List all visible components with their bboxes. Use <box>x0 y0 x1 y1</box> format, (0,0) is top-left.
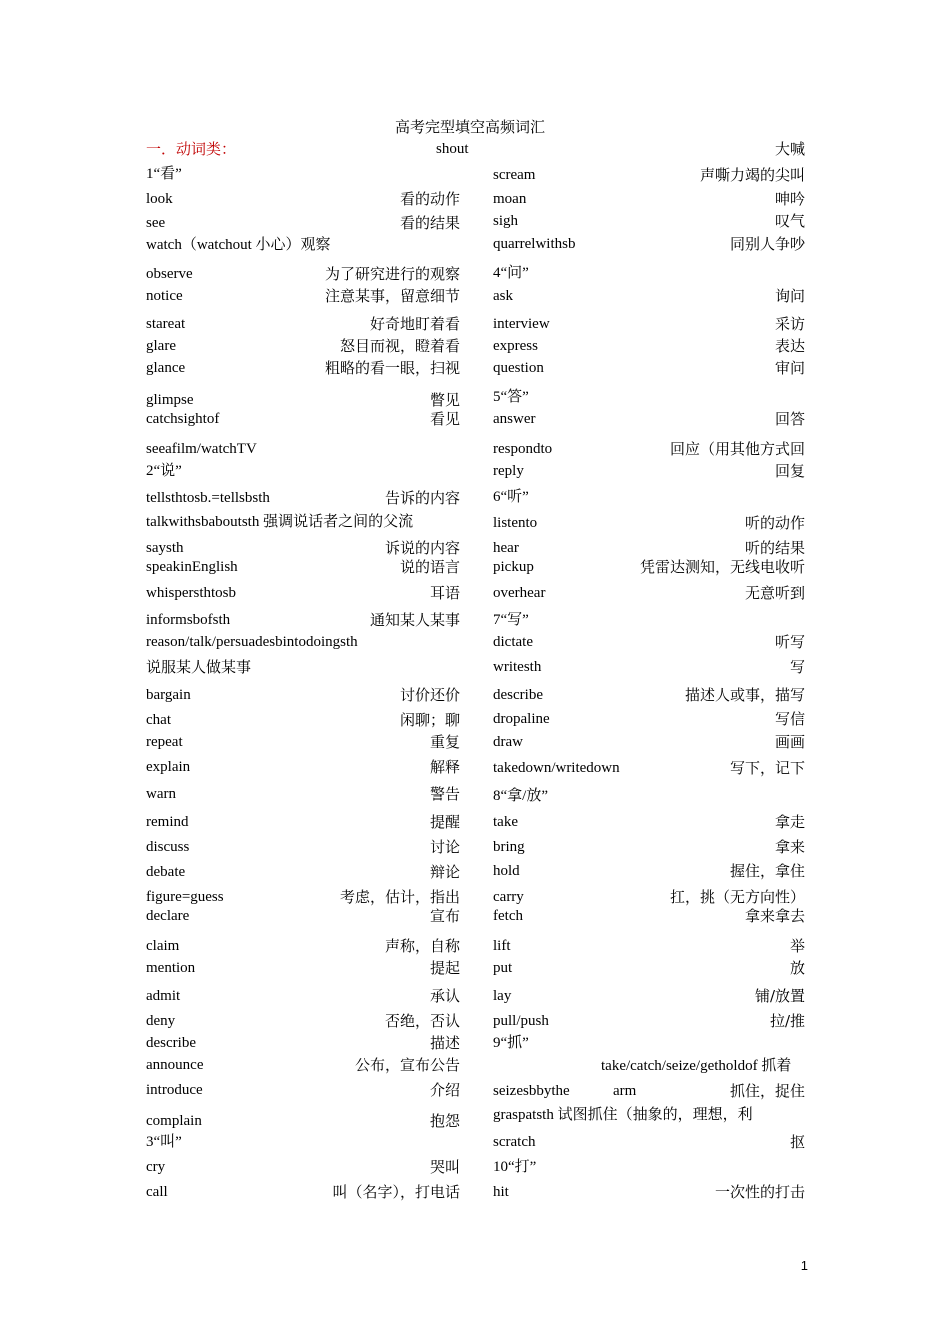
vocab-word: glimpse <box>146 392 194 408</box>
vocab-meaning: 听的动作 <box>744 514 805 532</box>
vocab-meaning: 注意某事，留意细节 <box>324 287 460 305</box>
vocab-word: explain <box>146 759 191 775</box>
vocab-word: catchsightof <box>146 411 220 427</box>
vocab-meaning: 为了研究进行的观察 <box>324 265 460 283</box>
vocab-meaning: 抓住，捉住 <box>729 1082 805 1100</box>
vocab-word: observe <box>146 266 193 282</box>
vocab-word: glare <box>146 338 176 354</box>
vocab-meaning: 重复 <box>429 733 460 751</box>
vocab-word: discuss <box>146 839 190 855</box>
vocab-meaning: 写信 <box>774 710 805 728</box>
vocab-meaning: 提醒 <box>429 813 460 831</box>
vocab-meaning: 好奇地盯着看 <box>369 315 460 333</box>
vocab-word: 6“听” <box>493 489 529 505</box>
vocab-word: put <box>493 960 513 976</box>
vocab-meaning: 通知某人某事 <box>369 611 460 629</box>
section-heading: 一．动词类： <box>146 140 237 158</box>
vocab-meaning: 写下，记下 <box>729 759 805 777</box>
vocab-meaning: 扛，挑（无方向性） <box>669 888 805 906</box>
vocab-meaning: 看的动作 <box>399 190 460 208</box>
vocab-meaning: 抠 <box>789 1133 805 1151</box>
vocab-word: remind <box>146 814 189 830</box>
vocab-meaning: 描述 <box>429 1034 460 1052</box>
vocab-word: sigh <box>493 213 519 229</box>
vocab-meaning: 铺/放置 <box>754 987 805 1005</box>
vocab-meaning: 辩论 <box>429 863 460 881</box>
vocab-word: draw <box>493 734 523 750</box>
vocab-word: graspatsth 试图抓住（抽象的，理想，利 <box>493 1107 753 1123</box>
vocab-word: reason/talk/persuadesbintodoingsth <box>146 634 358 650</box>
vocab-word: seeafilm/watchTV <box>146 441 257 457</box>
vocab-word: 8“拿/放” <box>493 788 548 804</box>
vocab-meaning: 怒目而视，瞪着看 <box>339 337 460 355</box>
page-number: 1 <box>800 1258 808 1273</box>
vocab-meaning: 拉/推 <box>769 1012 805 1030</box>
vocab-meaning: 凭雷达测知，无线电收听 <box>639 558 805 576</box>
vocab-word: hear <box>493 540 519 556</box>
vocab-word: fetch <box>493 908 523 924</box>
vocab-meaning: 讨论 <box>429 838 460 856</box>
vocab-word: seizesbbythe <box>493 1083 570 1099</box>
vocab-meaning: 警告 <box>429 785 460 803</box>
vocab-word: quarrelwithsb <box>493 236 576 252</box>
vocab-meaning: 采访 <box>774 315 805 333</box>
vocab-word: complain <box>146 1113 202 1129</box>
vocab-word: talkwithsbaboutsth 强调说话者之间的父流 <box>146 514 414 530</box>
vocab-meaning: 解释 <box>429 758 460 776</box>
vocab-word: informsbofsth <box>146 612 231 628</box>
vocab-word: interview <box>493 316 550 332</box>
vocab-word: announce <box>146 1057 204 1073</box>
vocab-meaning: 考虑，估计，指出 <box>339 888 460 906</box>
vocab-word: take/catch/seize/getholdof 抓着 <box>601 1058 792 1074</box>
vocab-meaning: 拿来拿去 <box>744 907 805 925</box>
vocab-meaning: 拿走 <box>774 813 805 831</box>
vocab-meaning: 否绝，否认 <box>384 1012 460 1030</box>
vocab-meaning: 告诉的内容 <box>384 489 460 507</box>
vocab-meaning: 承认 <box>429 987 460 1005</box>
vocab-meaning: 回答 <box>774 410 805 428</box>
vocab-word: mention <box>146 960 196 976</box>
vocab-meaning: 耳语 <box>429 584 460 602</box>
vocab-word: scream <box>493 167 536 183</box>
vocab-meaning: 看见 <box>429 410 460 428</box>
vocab-word: introduce <box>146 1082 203 1098</box>
vocab-word: scratch <box>493 1134 536 1150</box>
vocab-meaning: 描述人或事，描写 <box>684 686 805 704</box>
vocab-meaning: 无意听到 <box>744 584 805 602</box>
page-title: 高考完型填空高频词汇 <box>394 118 545 136</box>
vocab-word: reply <box>493 463 524 479</box>
vocab-word: call <box>146 1184 168 1200</box>
vocab-word: 10“打” <box>493 1159 537 1175</box>
vocab-word: stareat <box>146 316 186 332</box>
vocab-meaning: 叫（名字），打电话 <box>332 1183 460 1201</box>
vocab-word: bargain <box>146 687 191 703</box>
vocab-word: deny <box>146 1013 176 1029</box>
vocab-word: declare <box>146 908 190 924</box>
vocab-word: notice <box>146 288 183 304</box>
vocab-word: question <box>493 360 544 376</box>
vocab-word: pickup <box>493 559 534 575</box>
vocab-meaning: 闲聊；聊 <box>399 711 460 729</box>
vocab-meaning: 回应（用其他方式回 <box>669 440 805 458</box>
vocab-meaning: 听的结果 <box>744 539 805 557</box>
vocab-meaning: 瞥见 <box>429 391 460 409</box>
vocab-word: tellsthtosb.=tellsbsth <box>146 490 270 506</box>
vocab-meaning: 听写 <box>774 633 805 651</box>
vocab-word: chat <box>146 712 171 728</box>
vocab-word: express <box>493 338 538 354</box>
vocab-word: overhear <box>493 585 546 601</box>
vocab-word: watch（watchout 小心）观察 <box>146 237 331 253</box>
vocab-meaning: 公布，宣布公告 <box>354 1056 460 1074</box>
vocab-word: 9“抓” <box>493 1035 529 1051</box>
vocab-meaning: 哭叫 <box>429 1158 460 1176</box>
vocab-word: see <box>146 215 166 231</box>
vocab-meaning: 宣布 <box>429 907 460 925</box>
vocab-word: listento <box>493 515 538 531</box>
vocab-meaning: 粗略的看一眼，扫视 <box>324 359 460 377</box>
vocab-meaning: 叹气 <box>774 212 805 230</box>
vocab-word: answer <box>493 411 536 427</box>
vocab-meaning: 讨价还价 <box>399 686 460 704</box>
vocab-meaning: 询问 <box>774 287 805 305</box>
vocab-word-fragment: arm <box>613 1083 637 1099</box>
vocab-meaning: 表达 <box>774 337 805 355</box>
vocab-word: respondto <box>493 441 553 457</box>
vocab-word: glance <box>146 360 186 376</box>
vocab-meaning: 声嘶力竭的尖叫 <box>699 166 805 184</box>
vocab-word: warn <box>146 786 176 802</box>
vocab-meaning: 声称，自称 <box>384 937 460 955</box>
vocab-word: admit <box>146 988 181 1004</box>
vocab-word: dropaline <box>493 711 550 727</box>
vocab-word: bring <box>493 839 525 855</box>
vocab-word: dictate <box>493 634 533 650</box>
vocab-word: 说服某人做某事 <box>146 660 252 676</box>
vocab-meaning: 拿来 <box>774 838 805 856</box>
vocab-word: cry <box>146 1159 166 1175</box>
vocab-meaning: 回复 <box>774 462 805 480</box>
vocab-word: 7“写” <box>493 612 529 628</box>
vocab-meaning: 看的结果 <box>399 214 460 232</box>
vocab-meaning: 画画 <box>774 733 805 751</box>
vocab-word: hold <box>493 863 520 879</box>
vocab-word: figure=guess <box>146 889 224 905</box>
vocab-meaning: 抱怨 <box>429 1112 460 1130</box>
vocab-meaning: 诉说的内容 <box>384 539 460 557</box>
vocab-word: pull/push <box>493 1013 549 1029</box>
vocab-word: speakinEnglish <box>146 559 238 575</box>
vocab-word: moan <box>493 191 527 207</box>
vocab-word: look <box>146 191 173 207</box>
vocab-word: saysth <box>146 540 184 556</box>
vocab-word: repeat <box>146 734 183 750</box>
vocab-word: whispersthtosb <box>146 585 236 601</box>
vocab-meaning: 呻吟 <box>774 190 805 208</box>
vocab-meaning: 一次性的打击 <box>714 1183 805 1201</box>
vocab-meaning: 同别人争吵 <box>729 235 805 253</box>
vocab-word: ask <box>493 288 513 304</box>
vocab-word: take <box>493 814 518 830</box>
vocab-meaning: 说的语言 <box>399 558 460 576</box>
vocab-word: 4“问” <box>493 265 529 281</box>
vocab-meaning: 介绍 <box>429 1081 460 1099</box>
vocab-word: lift <box>493 938 511 954</box>
vocab-word: 2“说” <box>146 463 182 479</box>
vocab-word: debate <box>146 864 186 880</box>
vocab-word: 5“答” <box>493 389 529 405</box>
vocab-word: 3“叫” <box>146 1134 182 1150</box>
vocab-word: describe <box>146 1035 196 1051</box>
vocab-meaning: 写 <box>789 658 805 676</box>
vocab-word: lay <box>493 988 512 1004</box>
vocab-word: carry <box>493 889 524 905</box>
vocab-word: hit <box>493 1184 509 1200</box>
vocab-word: shout <box>436 141 469 157</box>
vocab-word: describe <box>493 687 543 703</box>
vocab-meaning: 放 <box>789 959 805 977</box>
vocab-meaning: 提起 <box>429 959 460 977</box>
vocab-meaning: 握住，拿住 <box>729 862 805 880</box>
vocab-meaning: 审问 <box>774 359 805 377</box>
vocab-meaning: 大喊 <box>774 140 805 158</box>
vocab-word: 1“看” <box>146 166 182 182</box>
vocab-word: takedown/writedown <box>493 760 620 776</box>
vocab-meaning: 举 <box>789 937 805 955</box>
vocab-word: writesth <box>493 659 542 675</box>
vocab-word: claim <box>146 938 180 954</box>
